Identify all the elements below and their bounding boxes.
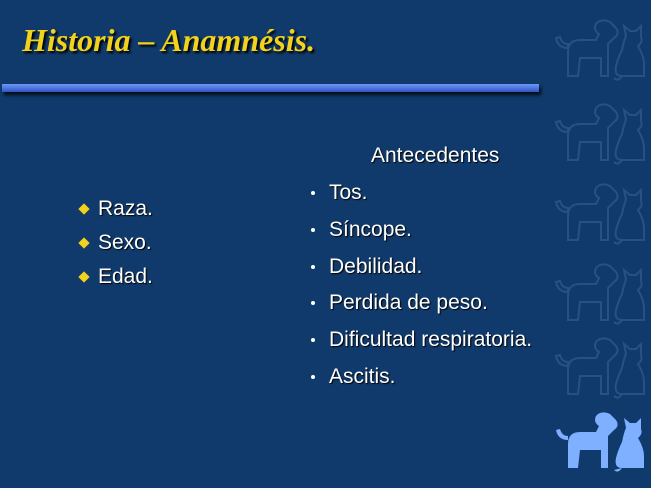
- list-item: [311, 290, 532, 327]
- list-item-text: Síncope.: [329, 217, 412, 241]
- dog-cat-watermark-icon: [548, 330, 648, 402]
- diamond-bullet-icon: [78, 237, 89, 248]
- dot-bullet-icon: [311, 301, 315, 305]
- list-item-text: Perdida de peso.: [329, 291, 488, 315]
- list-item-text: Sexo.: [98, 231, 152, 254]
- dog-cat-icon: [548, 404, 648, 476]
- list-item-text: Tos.: [329, 181, 368, 204]
- dot-bullet-icon: [311, 265, 315, 269]
- list-item-text: Ascitis.: [329, 364, 396, 388]
- list-item-text: Debilidad.: [329, 254, 423, 278]
- dog-cat-watermark-icon: [548, 96, 648, 168]
- diamond-bullet-icon: [78, 203, 89, 214]
- list-item: [311, 364, 532, 401]
- list-item: [311, 217, 532, 254]
- dot-bullet-icon: [311, 375, 315, 379]
- dot-bullet-icon: [311, 228, 315, 232]
- list-item-text: Edad.: [98, 265, 153, 288]
- dot-bullet-icon: [311, 191, 315, 195]
- right-bullet-list: [311, 180, 532, 401]
- diamond-bullet-icon: [78, 271, 89, 282]
- dog-cat-watermark-icon: [548, 176, 648, 248]
- list-item: [311, 180, 532, 217]
- left-bullet-list: [78, 196, 153, 298]
- slide-title: Historia – Anamnésis.: [22, 22, 316, 58]
- dog-cat-watermark-icon: [548, 12, 648, 84]
- dot-bullet-icon: [311, 338, 315, 342]
- title-underline-bar: [2, 84, 539, 92]
- list-item: [78, 264, 153, 298]
- dog-cat-watermark-icon: [548, 256, 648, 328]
- list-item: [311, 254, 532, 291]
- list-item-text: Dificultad respiratoria.: [329, 328, 533, 352]
- list-item: [311, 327, 532, 364]
- list-item: [78, 196, 153, 230]
- list-item: [78, 230, 153, 264]
- list-item-text: Raza.: [98, 197, 153, 220]
- antecedentes-heading: Antecedentes: [371, 144, 500, 167]
